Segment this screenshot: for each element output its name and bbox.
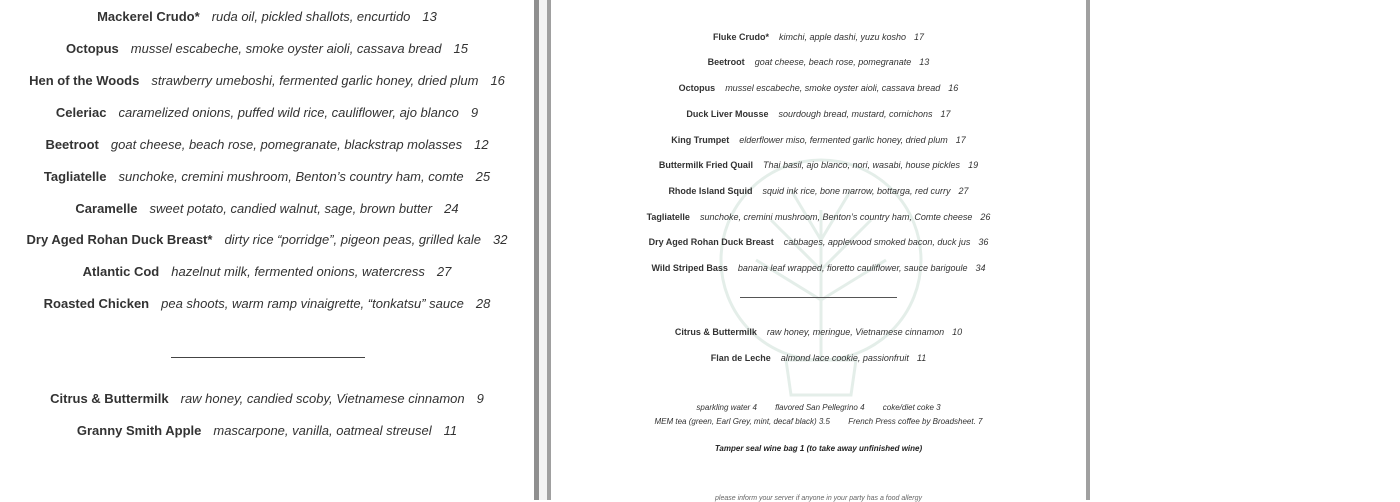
menu-item-description: sunchoke, cremini mushroom, Benton’s country ham, comte: [118, 169, 464, 184]
menu-item-name: Wild Striped Bass: [651, 263, 728, 273]
menu-item-description: kimchi, apple dashi, yuzu kosho: [778, 32, 907, 42]
menu-item-description: raw honey, meringue, Vietnamese cinnamon: [766, 327, 945, 337]
menu-item-description: banana leaf wrapped, fioretto cauliflower, sauce barigoule: [737, 263, 968, 273]
menu-item-name: Citrus & Buttermilk: [50, 391, 169, 406]
menu-item-price: 32: [492, 232, 508, 247]
menu-item: [551, 81, 1086, 95]
menu-item: [551, 133, 1086, 147]
menu-item-description: almond lace cookie, passionfruit: [780, 353, 909, 363]
menu-item-name: Roasted Chicken: [43, 296, 150, 311]
menu-item-price: 27: [436, 264, 452, 279]
menu-item-price: 10: [952, 327, 963, 337]
menu-item-price: 9: [470, 105, 479, 120]
menu-item-price: 11: [443, 423, 458, 438]
menu-item-description: hazelnut milk, fermented onions, watercress: [171, 264, 425, 279]
menu-item-price: 36: [978, 237, 989, 247]
menu-item: [551, 30, 1086, 44]
page-gap: [539, 0, 547, 500]
menu-item: [551, 210, 1086, 224]
menu-item-price: 26: [980, 212, 991, 222]
menu-item: [0, 421, 534, 441]
menu-item-price: 16: [948, 83, 959, 93]
beverages-line-1: [551, 403, 1086, 412]
menu-item-description: mussel escabeche, smoke oyster aioli, cassava bread: [725, 83, 941, 93]
menu-item: [0, 7, 534, 27]
menu-item: [0, 199, 534, 219]
menu-item-name: Flan de Leche: [710, 353, 771, 363]
bev-sparkling: sparkling water 4: [696, 403, 757, 412]
menu-item-description: pea shoots, warm ramp vinaigrette, “tonkatsu” sauce: [161, 296, 464, 311]
menu-item-name: Octopus: [678, 83, 716, 93]
menu-item-price: 34: [975, 263, 986, 273]
menu-item: [0, 294, 534, 314]
menu-item-description: dirty rice “porridge”, pigeon peas, grilled kale: [224, 232, 481, 247]
menu-item-price: 11: [916, 353, 927, 363]
menu-item-description: sunchoke, cremini mushroom, Benton’s country ham, Comte cheese: [699, 212, 973, 222]
menu-item: [0, 71, 534, 91]
menu-item-name: Mackerel Crudo*: [97, 9, 200, 24]
menu-item: [551, 107, 1086, 121]
menu-item: [551, 235, 1086, 249]
menu-item-price: 28: [475, 296, 491, 311]
menu-item: [0, 167, 534, 187]
menu-item: [0, 230, 534, 250]
menu-item: [551, 184, 1086, 198]
allergy-footnote: please inform your server if anyone in your party has a food allergy: [715, 495, 922, 502]
menu-item: [551, 158, 1086, 172]
menu-item: [0, 135, 534, 155]
menu-item-name: King Trumpet: [671, 135, 730, 145]
menu-item-name: Buttermilk Fried Quail: [658, 160, 753, 170]
menu-item-price: 25: [475, 169, 491, 184]
menu-item: [551, 261, 1086, 275]
menu-item-price: 13: [422, 9, 437, 24]
beverages-line-2: [551, 417, 1086, 426]
menu-item-name: Duck Liver Mousse: [686, 109, 769, 119]
menu-item-name: Hen of the Woods: [29, 73, 140, 88]
menu-item-name: Dry Aged Rohan Duck Breast: [648, 237, 774, 247]
menu-item-name: Citrus & Buttermilk: [674, 327, 757, 337]
menu-item-description: mussel escabeche, smoke oyster aioli, cassava bread: [130, 41, 442, 56]
menu-item-price: 17: [940, 109, 951, 119]
tamper-seal-note: Tamper seal wine bag 1 (to take away unfinished wine): [714, 444, 923, 453]
menu-item-name: Caramelle: [75, 201, 138, 216]
menu-item-description: cabbages, applewood smoked bacon, duck jus: [783, 237, 971, 247]
menu-item-name: Atlantic Cod: [82, 264, 160, 279]
menu-item: [551, 325, 1086, 339]
menu-item-name: Granny Smith Apple: [76, 423, 202, 438]
menu-item-name: Fluke Crudo*: [712, 32, 769, 42]
bev-coke: coke/diet coke 3: [882, 403, 941, 412]
menu-item-price: 24: [444, 201, 459, 216]
menu-item-name: Octopus: [66, 41, 119, 56]
menu-item: [0, 103, 534, 123]
left-section-divider: [171, 357, 365, 358]
menu-item-description: raw honey, candied scoby, Vietnamese cinnamon: [180, 391, 465, 406]
menu-item-price: 17: [914, 32, 925, 42]
menu-item-price: 19: [968, 160, 979, 170]
menu-item-description: elderflower miso, fermented garlic honey, dried plum: [739, 135, 948, 145]
menu-item: [551, 55, 1086, 69]
bev-coffee: French Press coffee by Broadsheet. 7: [848, 417, 983, 426]
menu-item-price: 27: [958, 186, 969, 196]
menu-item: [551, 351, 1086, 365]
menu-item-name: Rhode Island Squid: [668, 186, 753, 196]
menu-item-price: 16: [490, 73, 505, 88]
menu-item-price: 15: [453, 41, 468, 56]
menu-item-name: Beetroot: [707, 57, 745, 67]
right-menu-page: [551, 0, 1086, 500]
menu-item-description: strawberry umeboshi, fermented garlic honey, dried plum: [151, 73, 479, 88]
bev-tea: MEM tea (green, Earl Grey, mint, decaf black) 3.5: [654, 417, 830, 426]
menu-item-description: Thai basil, ajo blanco, nori, wasabi, house pickles: [762, 160, 961, 170]
menu-item-name: Tagliatelle: [646, 212, 690, 222]
menu-item: [0, 389, 534, 409]
menu-item-price: 12: [474, 137, 489, 152]
menu-item-description: sourdough bread, mustard, cornichons: [778, 109, 933, 119]
menu-item-price: 17: [955, 135, 966, 145]
menu-item-name: Celeriac: [55, 105, 107, 120]
menu-item-description: goat cheese, beach rose, pomegranate, blackstrap molasses: [110, 137, 463, 152]
menu-item-price: 13: [919, 57, 930, 67]
bev-pellegrino: flavored San Pellegrino 4: [775, 403, 865, 412]
menu-item-description: goat cheese, beach rose, pomegranate: [754, 57, 912, 67]
menu-item-description: caramelized onions, puffed wild rice, cauliflower, ajo blanco: [118, 105, 459, 120]
right-section-divider: [740, 297, 897, 298]
menu-item-name: Dry Aged Rohan Duck Breast*: [26, 232, 213, 247]
menu-item: [0, 39, 534, 59]
menu-item-name: Tagliatelle: [43, 169, 107, 184]
menu-item-name: Beetroot: [45, 137, 99, 152]
menu-item: [0, 262, 534, 282]
blank-area: [1090, 0, 1400, 500]
menu-item-description: sweet potato, candied walnut, sage, brown butter: [149, 201, 433, 216]
menu-item-description: ruda oil, pickled shallots, encurtido: [211, 9, 411, 24]
left-menu-page: [0, 0, 534, 500]
menu-item-description: mascarpone, vanilla, oatmeal streusel: [213, 423, 432, 438]
menu-item-description: squid ink rice, bone marrow, bottarga, red curry: [762, 186, 951, 196]
menu-item-price: 9: [476, 391, 484, 406]
